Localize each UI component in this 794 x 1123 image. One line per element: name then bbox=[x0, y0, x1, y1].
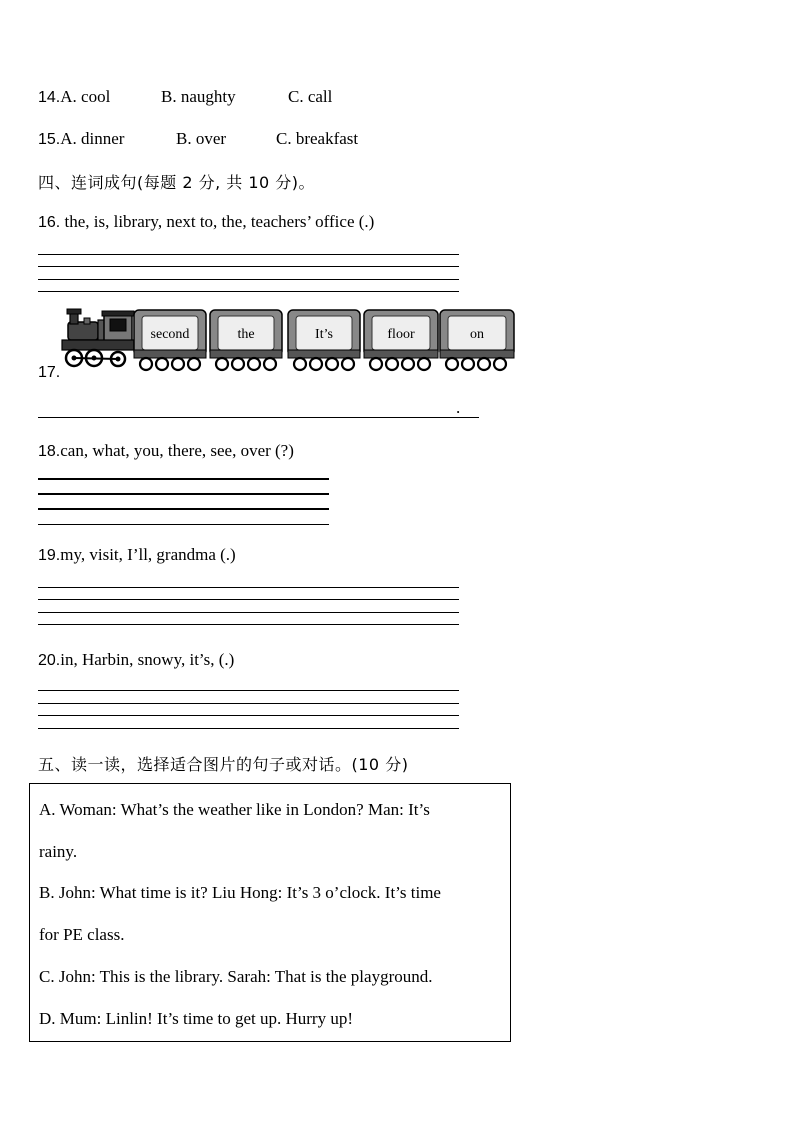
answer-line[interactable] bbox=[38, 690, 459, 691]
question-20 bbox=[38, 650, 234, 670]
section-4-heading: 四、连词成句(每题 2 分, 共 10 分)。 bbox=[38, 173, 316, 192]
question-text: can, what, you, there, see, over (?) bbox=[60, 441, 294, 460]
train-car bbox=[440, 310, 514, 370]
option-c: C. breakfast bbox=[276, 129, 359, 148]
answer-line[interactable] bbox=[38, 612, 459, 613]
question-number: 15. bbox=[38, 131, 61, 148]
answer-line[interactable] bbox=[38, 417, 479, 418]
option-b-line-1: B. John: What time is it? Liu Hong: It’s 3 o’clock. It’s time bbox=[39, 883, 441, 902]
answer-line[interactable] bbox=[38, 703, 459, 704]
question-number: 14. bbox=[38, 89, 61, 106]
option-a-line-2: rainy. bbox=[39, 842, 78, 861]
train-car bbox=[288, 310, 360, 370]
answer-line[interactable] bbox=[38, 478, 329, 480]
option-a: A. cool bbox=[60, 87, 111, 106]
section-5-heading: 五、读一读，选择适合图片的句子或对话。(10 分) bbox=[38, 755, 409, 774]
option-c: C. call bbox=[288, 87, 333, 106]
train-word: floor bbox=[387, 327, 415, 342]
train-word: It’s bbox=[315, 327, 333, 342]
answer-line[interactable] bbox=[38, 587, 459, 588]
train-word: second bbox=[150, 327, 190, 342]
answer-line[interactable] bbox=[38, 715, 459, 716]
sentence-period: . bbox=[456, 398, 461, 417]
question-number: 20. bbox=[38, 652, 61, 669]
option-d: D. Mum: Linlin! It’s time to get up. Hurry up! bbox=[39, 1009, 353, 1028]
question-15 bbox=[38, 129, 124, 149]
question-19 bbox=[38, 545, 236, 565]
train-word: the bbox=[237, 327, 255, 342]
option-b-line-2: for PE class. bbox=[39, 925, 125, 944]
option-a: A. dinner bbox=[60, 129, 125, 148]
option-b: B. over bbox=[176, 129, 227, 148]
question-16 bbox=[38, 212, 374, 232]
locomotive-icon bbox=[62, 309, 134, 366]
answer-line[interactable] bbox=[38, 493, 329, 495]
train-illustration bbox=[58, 306, 520, 376]
answer-line[interactable] bbox=[38, 266, 459, 267]
train-car bbox=[364, 310, 438, 370]
question-14 bbox=[38, 87, 110, 107]
option-a-line-1: A. Woman: What’s the weather like in London? Man: It’s bbox=[39, 800, 430, 819]
answer-line[interactable] bbox=[38, 624, 459, 625]
question-number: 16. bbox=[38, 214, 61, 231]
answer-line[interactable] bbox=[38, 524, 329, 525]
answer-line[interactable] bbox=[38, 279, 459, 280]
train-car bbox=[210, 310, 282, 370]
question-18 bbox=[38, 441, 294, 461]
answer-line[interactable] bbox=[38, 508, 329, 510]
question-number: 19. bbox=[38, 547, 61, 564]
option-b: B. naughty bbox=[161, 87, 236, 106]
question-text: in, Harbin, snowy, it’s, (.) bbox=[60, 650, 235, 669]
question-number: 18. bbox=[38, 443, 61, 460]
train-word: on bbox=[470, 327, 484, 342]
train-car bbox=[134, 310, 206, 370]
options-box bbox=[29, 783, 511, 1042]
option-c: C. John: This is the library. Sarah: That is the playground. bbox=[39, 967, 433, 986]
question-text: the, is, library, next to, the, teachers’ office (.) bbox=[60, 212, 375, 231]
answer-line[interactable] bbox=[38, 291, 459, 292]
question-text: my, visit, I’ll, grandma (.) bbox=[60, 545, 236, 564]
question-number-17: 17. bbox=[38, 364, 61, 381]
answer-line[interactable] bbox=[38, 599, 459, 600]
answer-line[interactable] bbox=[38, 254, 459, 255]
answer-line[interactable] bbox=[38, 728, 459, 729]
